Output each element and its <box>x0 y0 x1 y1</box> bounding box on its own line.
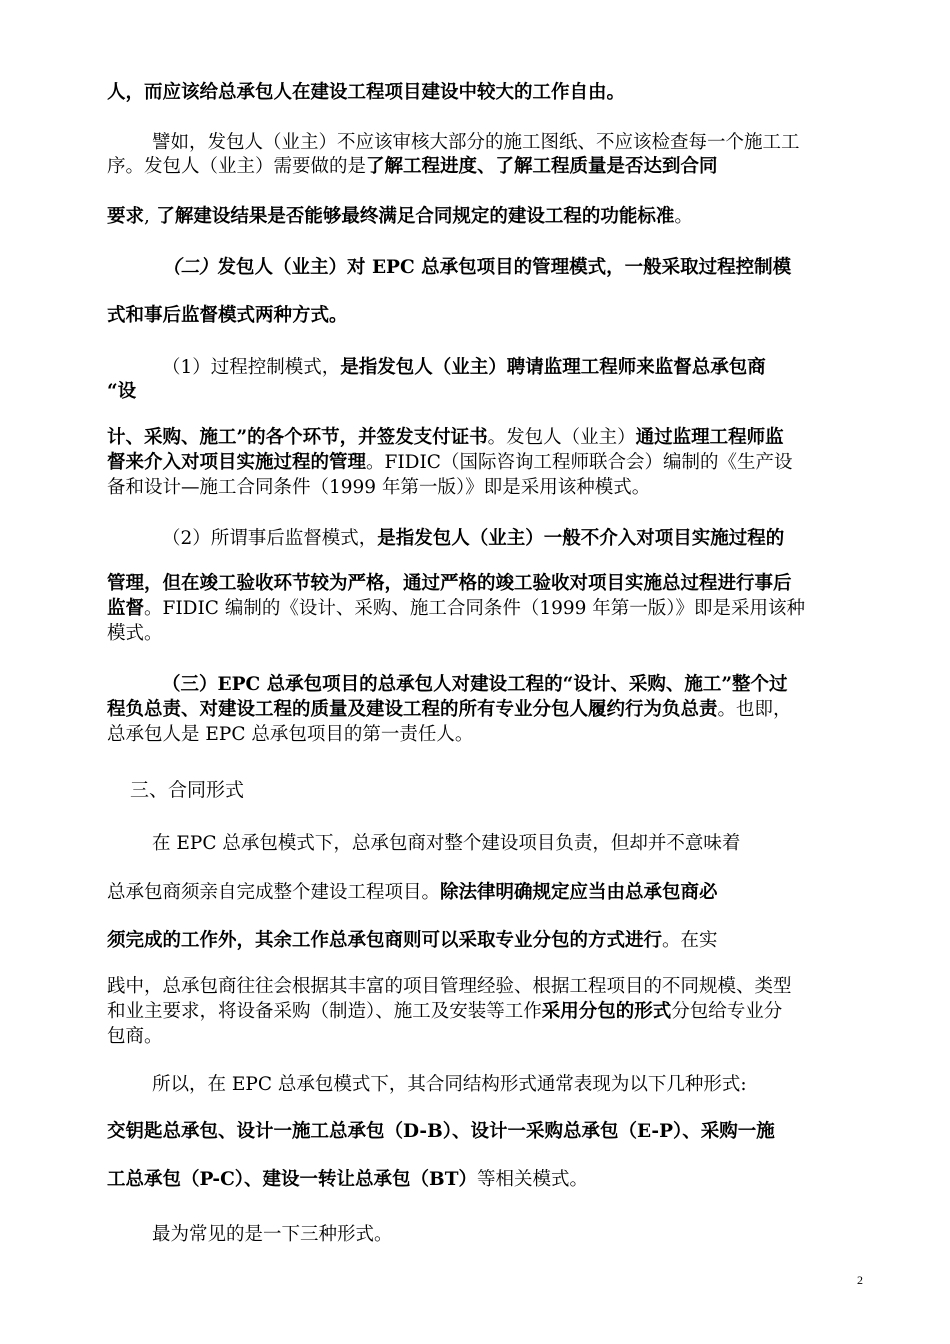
text-line <box>107 205 693 229</box>
bold-text: 计、采购、施工”的各个环节，并签发支付证书 <box>107 427 488 448</box>
text-line <box>162 673 787 697</box>
text-line <box>107 426 784 450</box>
body-text: 序。发包人（业主）需要做的是 <box>107 156 367 177</box>
bold-text: 督来介入对项目实施过程的管理 <box>107 452 367 473</box>
body-text: 所以，在 EPC 总承包模式下，其合同结构形式通常表现为以下几种形式: <box>152 1074 747 1095</box>
text-line <box>107 1120 775 1144</box>
text-line <box>107 929 718 953</box>
text-line <box>152 1223 393 1247</box>
body-text: （2）所谓事后监督模式， <box>162 528 378 549</box>
text-line <box>162 356 766 380</box>
body-text: 。发包人（业主） <box>487 427 636 448</box>
body-text: 最为常见的是一下三种形式。 <box>152 1224 393 1245</box>
text-line <box>107 476 650 500</box>
text-line <box>107 1000 782 1024</box>
bold-text: “设 <box>107 381 137 402</box>
body-text: 譬如，发包人（业主）不应该审核大部分的施工图纸、不应该检查每一个施工工 <box>152 132 800 153</box>
body-text: 模式。 <box>107 623 163 644</box>
text-line <box>107 723 473 747</box>
text-line <box>107 1168 588 1192</box>
bold-text: 要求 <box>107 206 145 227</box>
text-line <box>107 597 805 621</box>
section-heading: 三、合同形式 <box>130 779 245 801</box>
text-line <box>107 451 792 475</box>
body-text: 备和设计—施工合同条件（1999 年第一版）》即是采用该种模式。 <box>107 477 651 498</box>
bold-text: 监督 <box>107 598 145 619</box>
bold-text: 是指发包人（业主）聘请监理工程师来监督总承包商 <box>340 357 766 378</box>
bold-text: 了解工程进度、了解工程质量是否达到合同 <box>366 156 718 177</box>
bold-text: 交钥匙总承包、设计一施工总承包（D-B）、设计一采购总承包（E-P）、采购一施 <box>107 1121 775 1142</box>
section-marker: （二） <box>162 257 218 278</box>
text-line <box>107 380 136 404</box>
bold-text: 式和事后监督模式两种方式。 <box>107 305 348 326</box>
body-text: （1）过程控制模式， <box>162 357 341 378</box>
bold-text: 发包人（业主）对 EPC 总承包项目的管理模式，一般采取过程控制模 <box>217 257 792 278</box>
text-line <box>107 1025 163 1049</box>
body-text: 分包给专业分 <box>671 1001 783 1022</box>
body-text: , <box>144 206 150 227</box>
body-text: 。FIDIC（国际咨询工程师联合会）编制的《生产设 <box>366 452 793 473</box>
bold-text: 除法律明确规定应当由总承包商必 <box>440 882 718 903</box>
bold-text: 须完成的工作外，其余工作总承包商则可以采取专业分包的方式进行 <box>107 930 663 951</box>
bold-text: 了解建设结果是否能够最终满足合同规定的建设工程的功能标准 <box>149 206 675 227</box>
bold-text: （三）EPC 总承包项目的总承包人对建设工程的“设计、采购、施工”整个过 <box>162 674 788 695</box>
body-text: 。 <box>674 206 693 227</box>
text-line <box>107 975 792 999</box>
text-line <box>152 131 800 155</box>
page-number: 2 <box>857 1273 863 1287</box>
text-line <box>107 155 718 179</box>
bold-text: 是指发包人（业主）一般不介入对项目实施过程的 <box>377 528 785 549</box>
body-text: 。在实 <box>662 930 718 951</box>
bold-text: 采用分包的形式 <box>541 1001 672 1022</box>
body-text: 总承包商须亲自完成整个建设工程项目。 <box>107 882 441 903</box>
text-line <box>107 81 625 105</box>
body-text: 和业主要求，将设备采购（制造）、施工及安装等工作 <box>107 1001 542 1022</box>
text-line <box>152 1073 747 1097</box>
text-line <box>107 622 163 646</box>
bold-text: 人，而应该给总承包人在建设工程项目建设中较大的工作自由。 <box>107 82 626 103</box>
text-line <box>107 304 348 328</box>
body-text: 。也即， <box>717 699 792 720</box>
bold-text: 工总承包（P-C）、建设一转让总承包（BT） <box>107 1169 477 1190</box>
body-text: 践中，总承包商往往会根据其丰富的项目管理经验、根据工程项目的不同规模、类型 <box>107 976 792 997</box>
body-text: 等相关模式。 <box>476 1169 588 1190</box>
body-text: 总承包人是 EPC 总承包项目的第一责任人。 <box>107 724 474 745</box>
text-line <box>107 572 792 596</box>
text-line <box>107 698 792 722</box>
text-line <box>107 881 718 905</box>
text-line <box>162 256 791 280</box>
body-text: 在 EPC 总承包模式下，总承包商对整个建设项目负责，但却并不意味着 <box>152 833 741 854</box>
text-line <box>162 527 784 551</box>
bold-text: 通过监理工程师监 <box>635 427 784 448</box>
bold-text: 管理，但在竣工验收环节较为严格，通过严格的竣工验收对项目实施总过程进行事后 <box>107 573 792 594</box>
text-line <box>152 832 740 856</box>
bold-text: 程负总责、对建设工程的质量及建设工程的所有专业分包人履约行为负总责 <box>107 699 718 720</box>
body-text: 。FIDIC 编制的《设计、采购、施工合同条件（1999 年第一版）》即是采用该种 <box>144 598 806 619</box>
body-text: 包商。 <box>107 1026 163 1047</box>
